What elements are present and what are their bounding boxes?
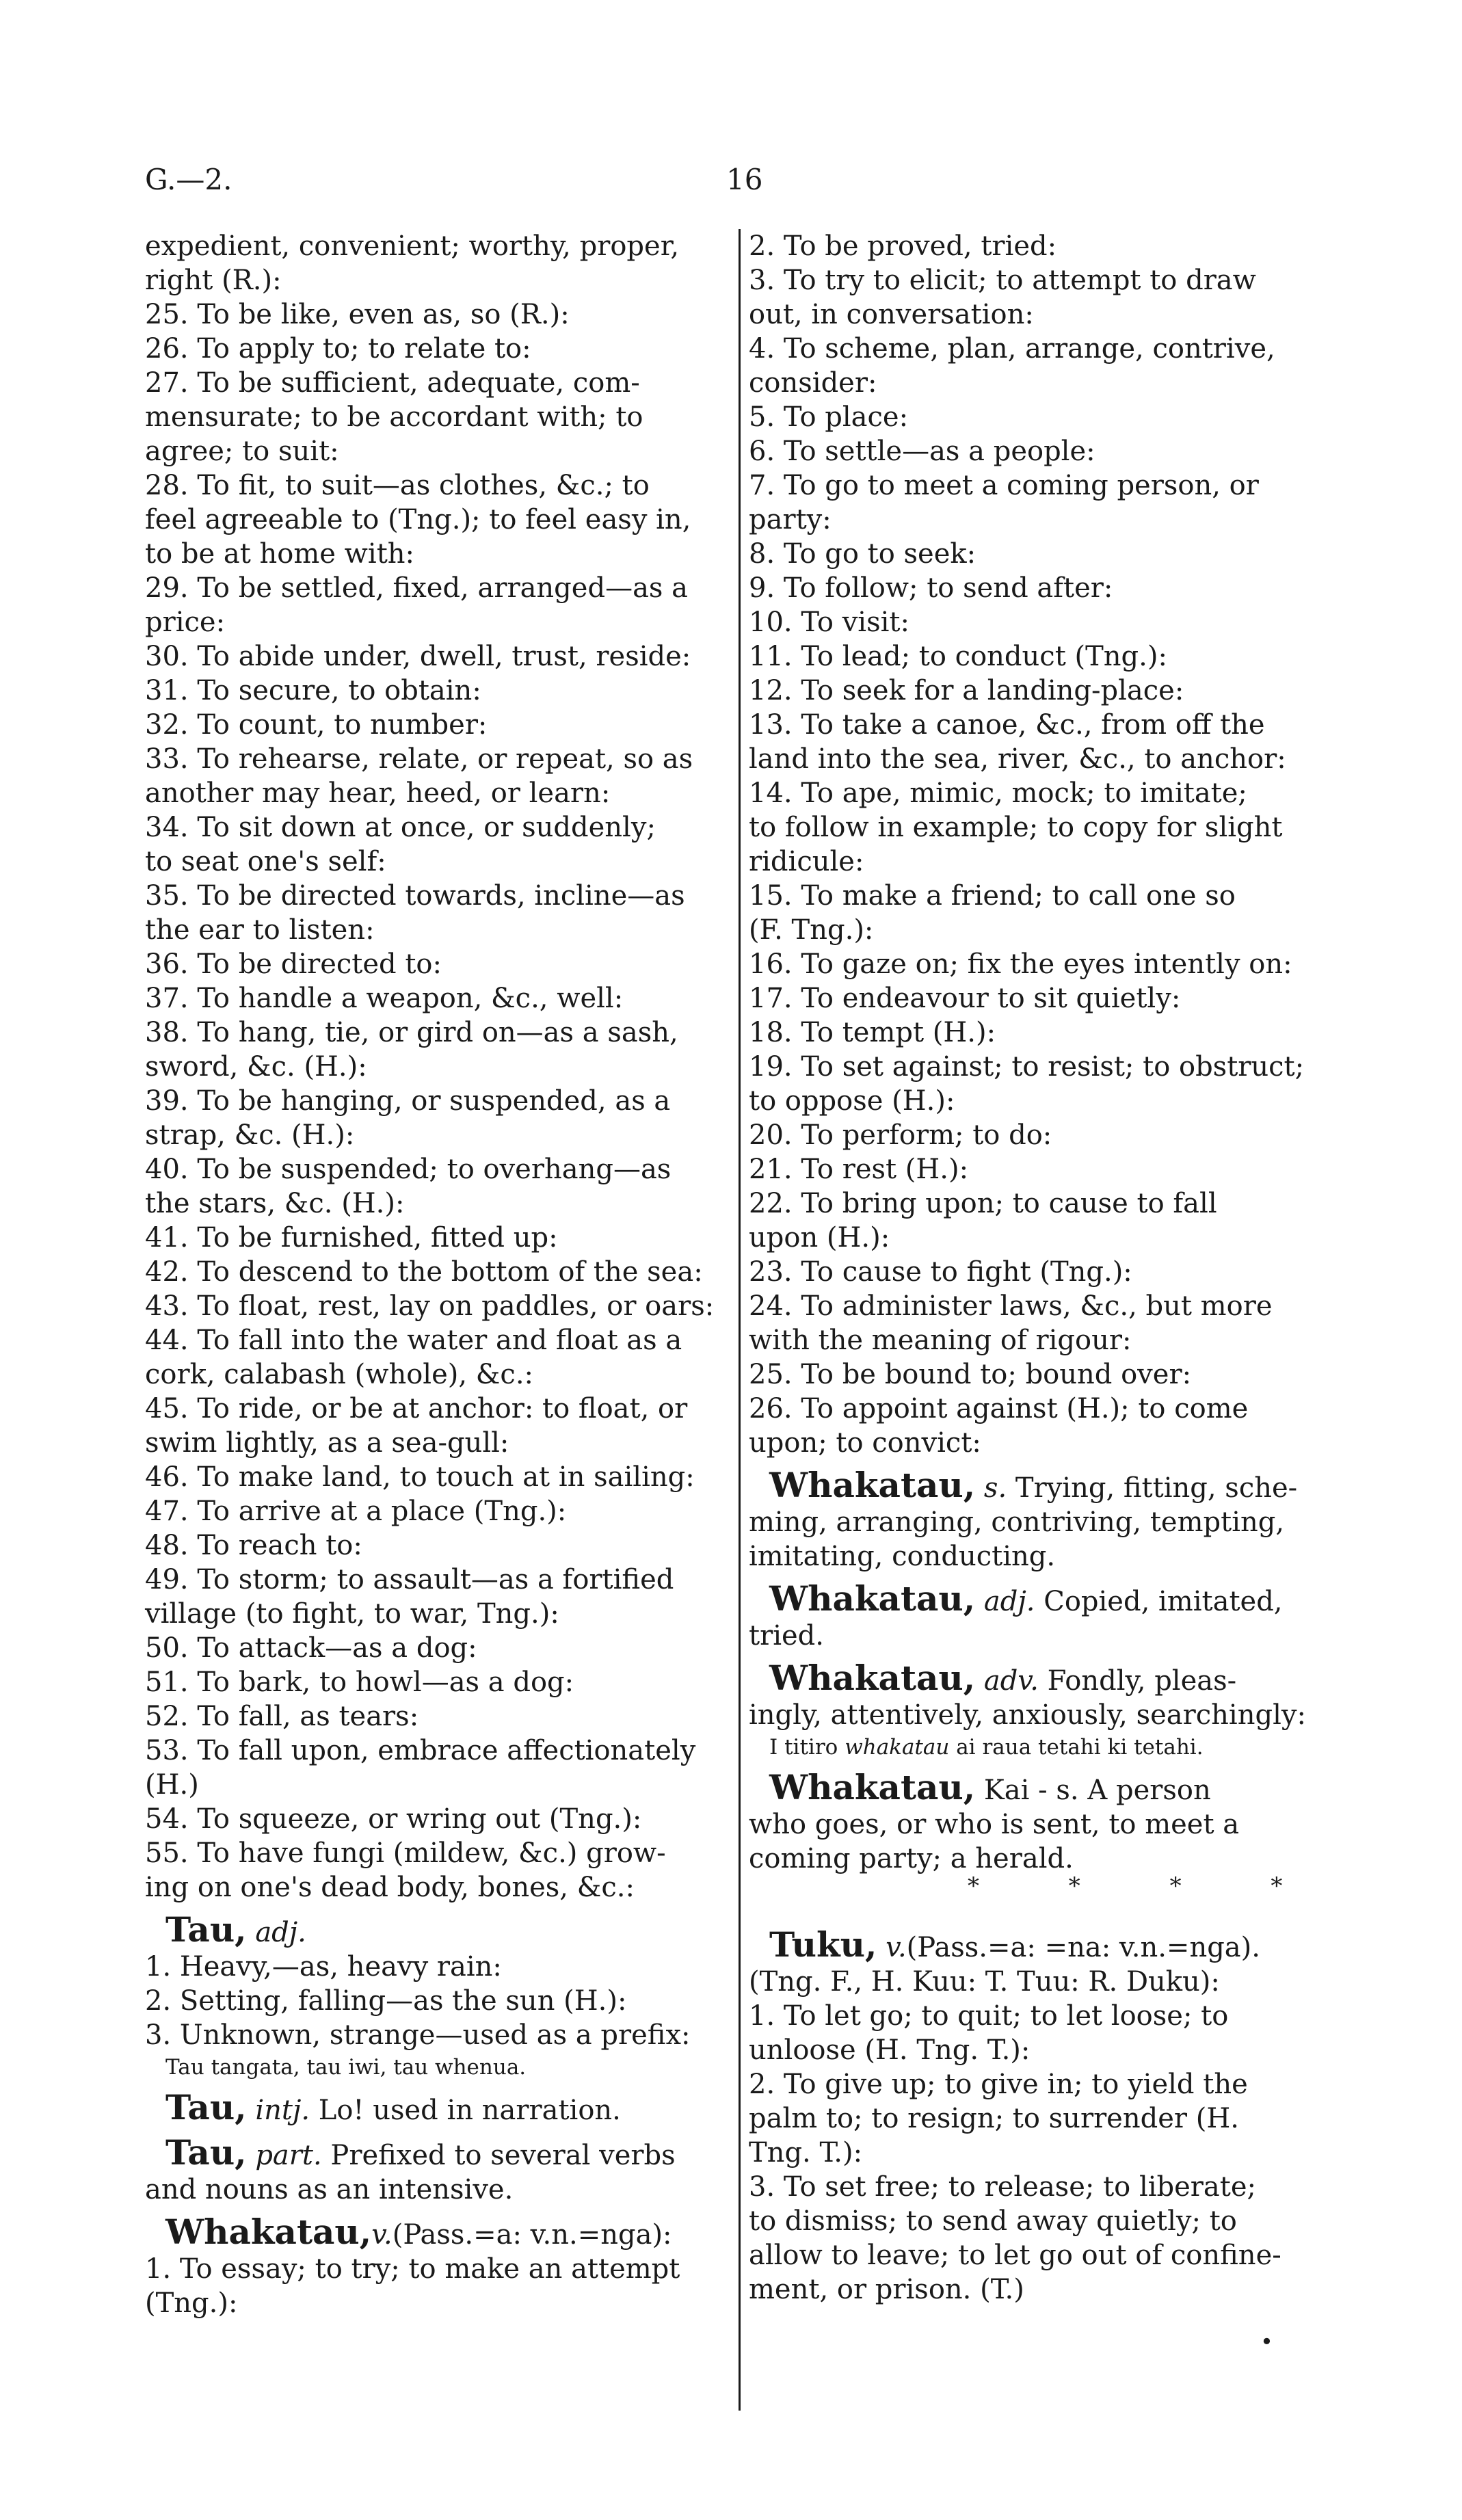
headword: Tau, <box>165 1909 247 1950</box>
part-of-speech: intj. <box>255 2095 310 2126</box>
text-line: 33. To rehearse, relate, or repeat, so as <box>145 743 693 775</box>
text-line: 19. To set against; to resist; to obstruct; <box>749 1051 1305 1083</box>
example-word: whakatau <box>845 1735 950 1760</box>
text-line: sword, &c. (H.): <box>145 1051 367 1083</box>
text-line: 9. To follow; to send after: <box>749 572 1113 604</box>
text-line: 45. To ride, or be at anchor: to float, or <box>145 1393 688 1424</box>
definition-line: tried. <box>749 1620 824 1652</box>
entry-whakatau-adv <box>749 1658 1330 1698</box>
text-line: 8. To go to seek: <box>749 538 976 570</box>
text-line: 22. To bring upon; to cause to fall <box>749 1188 1217 1219</box>
part-of-speech: part. <box>255 2140 322 2171</box>
text-line: 37. To handle a weapon, &c., well: <box>145 983 624 1014</box>
text-line: consider: <box>749 367 877 399</box>
text-line: right (R.): <box>145 265 282 296</box>
text-line: with the meaning of rigour: <box>749 1325 1132 1356</box>
example-pre: I titiro <box>769 1735 838 1760</box>
part-of-speech: adj. <box>983 1586 1035 1617</box>
text-line: 31. To secure, to obtain: <box>145 675 481 706</box>
part-of-speech: v. <box>886 1932 907 1963</box>
text-line: palm to; to resign; to surrender (H. <box>749 2103 1239 2134</box>
text-line: 26. To appoint against (H.); to come <box>749 1393 1249 1424</box>
text-line: to be at home with: <box>145 538 415 570</box>
entry-whakatau-v <box>145 2212 726 2252</box>
text-line: 50. To attack—as a dog: <box>145 1632 477 1664</box>
entry-whakatau-s <box>749 1465 1330 1505</box>
left-column-lines <box>145 229 726 1905</box>
text-line: 14. To ape, mimic, mock; to imitate; <box>749 778 1247 809</box>
definition-line: who goes, or who is sent, to meet a <box>749 1809 1240 1840</box>
left-column <box>145 229 726 2320</box>
text-line: 51. To bark, to howl—as a dog: <box>145 1667 574 1698</box>
text-line: (F. Tng.): <box>749 914 874 946</box>
definition-line: ingly, attentively, anxiously, searchingly: <box>749 1699 1306 1731</box>
sense-line: 2. Setting, falling—as the sun (H.): <box>145 1985 627 2017</box>
text-line: expedient, convenient; worthy, proper, <box>145 230 680 262</box>
text-line: allow to leave; to let go out of confine- <box>749 2240 1281 2271</box>
text-line: 3. To set free; to release; to liberate; <box>749 2171 1256 2203</box>
part-of-speech: Kai - s. <box>983 1775 1079 1806</box>
text-line: 54. To squeeze, or wring out (Tng.): <box>145 1803 642 1835</box>
text-line: party: <box>749 504 832 535</box>
text-line: (H.) <box>145 1769 199 1801</box>
spacer <box>749 1896 1330 1920</box>
part-of-speech: adv. <box>983 1665 1039 1697</box>
headword: Whakatau, <box>769 1658 976 1698</box>
text-line: 17. To endeavour to sit quietly: <box>749 983 1181 1014</box>
text-line: 10. To visit: <box>749 607 909 638</box>
text-line: 11. To lead; to conduct (Tng.): <box>749 641 1167 672</box>
text-line: 42. To descend to the bottom of the sea: <box>145 1256 703 1288</box>
headword: Whakatau, <box>769 1465 976 1505</box>
text-line: the ear to listen: <box>145 914 375 946</box>
text-line: 55. To have fungi (mildew, &c.) grow- <box>145 1838 666 1869</box>
text-line: 27. To be sufficient, adequate, com- <box>145 367 640 399</box>
sense-line: 1. Heavy,—as, heavy rain: <box>145 1951 502 1982</box>
text-line: 47. To arrive at a place (Tng.): <box>145 1496 567 1527</box>
page-code: G.—2. <box>145 163 232 196</box>
part-of-speech: v. <box>371 2219 393 2251</box>
text-line: 34. To sit down at once, or suddenly; <box>145 812 656 843</box>
page-number: 16 <box>726 163 763 196</box>
text-line: 43. To float, rest, lay on paddles, or oars: <box>145 1290 715 1322</box>
definition-line: imitating, conducting. <box>749 1541 1056 1572</box>
text-line: 44. To fall into the water and float as a <box>145 1325 682 1356</box>
part-of-speech: adj. <box>255 1917 306 1948</box>
text-line: to follow in example; to copy for slight <box>749 812 1283 843</box>
text-line: 15. To make a friend; to call one so <box>749 880 1236 912</box>
text-line: land into the sea, river, &c., to anchor: <box>749 743 1286 775</box>
text-line: 2. To be proved, tried: <box>749 230 1057 262</box>
section-asterisks: * * * * <box>968 1872 1324 1900</box>
text-line: 48. To reach to: <box>145 1530 362 1561</box>
headword: Whakatau, <box>769 1578 976 1619</box>
text-line: 13. To take a canoe, &c., from off the <box>749 709 1265 741</box>
text-line: 21. To rest (H.): <box>749 1154 969 1185</box>
example-line <box>145 2052 726 2082</box>
grammar-note: (Pass.=a: =na: v.n.=nga). <box>906 1932 1260 1963</box>
sense-line: (Tng.): <box>145 2287 238 2319</box>
page-header <box>145 163 1314 204</box>
text-line: 7. To go to meet a coming person, or <box>749 470 1259 501</box>
text-line: 38. To hang, tie, or gird on—as a sash, <box>145 1017 678 1048</box>
text-line: upon (H.): <box>749 1222 890 1254</box>
entry-tau-adj <box>145 1909 726 1950</box>
entry-tuku <box>749 1924 1330 1965</box>
text-line: 20. To perform; to do: <box>749 1119 1052 1151</box>
text-line: 23. To cause to fight (Tng.): <box>749 1256 1132 1288</box>
headword: Tau, <box>165 2087 247 2127</box>
headword: Whakatau, <box>769 1767 976 1807</box>
text-line: 52. To fall, as tears: <box>145 1701 419 1732</box>
entry-tau-intj <box>145 2087 726 2127</box>
entry-whakatau-kai <box>749 1767 1330 1807</box>
text-line: to oppose (H.): <box>749 1085 955 1117</box>
text-line: 49. To storm; to assault—as a fortified <box>145 1564 674 1595</box>
definition-line: ming, arranging, contriving, tempting, <box>749 1507 1285 1538</box>
text-line: agree; to suit: <box>145 436 339 467</box>
text-line: 39. To be hanging, or suspended, as a <box>145 1085 671 1117</box>
definition: Trying, fitting, sche- <box>1015 1472 1298 1504</box>
grammar-note: (Pass.=a: v.n.=nga): <box>392 2219 672 2251</box>
text-line: 18. To tempt (H.): <box>749 1017 996 1048</box>
text-line: ridicule: <box>749 846 864 877</box>
ink-mark: • <box>1260 2329 1273 2355</box>
text-line: cork, calabash (whole), &c.: <box>145 1359 534 1390</box>
headword: Tuku, <box>769 1924 877 1965</box>
definition: Lo! used in narration. <box>318 2095 621 2126</box>
example-line <box>749 1732 1330 1762</box>
definition: A person <box>1087 1775 1211 1806</box>
text-line: 2. To give up; to give in; to yield the <box>749 2069 1248 2100</box>
text-line: upon; to convict: <box>749 1427 981 1459</box>
text-line: 40. To be suspended; to overhang—as <box>145 1154 672 1185</box>
text-line: (Tng. F., H. Kuu: T. Tuu: R. Duku): <box>749 1966 1220 1998</box>
column-divider <box>739 229 741 2411</box>
text-line: swim lightly, as a sea-gull: <box>145 1427 509 1459</box>
text-line: 5. To place: <box>749 401 909 433</box>
text-line: 4. To scheme, plan, arrange, contrive, <box>749 333 1275 364</box>
text-line: 35. To be directed towards, incline—as <box>145 880 685 912</box>
entry-whakatau-adj <box>749 1578 1330 1619</box>
definition-line: and nouns as an intensive. <box>145 2174 514 2205</box>
sense-line: 3. Unknown, strange—used as a prefix: <box>145 2019 691 2051</box>
text-line: 30. To abide under, dwell, trust, reside: <box>145 641 691 672</box>
text-line: 6. To settle—as a people: <box>749 436 1095 467</box>
text-line: 29. To be settled, fixed, arranged—as a <box>145 572 689 604</box>
text-line: 46. To make land, to touch at in sailing: <box>145 1461 695 1493</box>
text-line: the stars, &c. (H.): <box>145 1188 405 1219</box>
text-line: 53. To fall upon, embrace affectionately <box>145 1735 696 1766</box>
text-line: to seat one's self: <box>145 846 386 877</box>
text-line: 32. To count, to number: <box>145 709 488 741</box>
text-line: 3. To try to elicit; to attempt to draw <box>749 265 1256 296</box>
text-line: Tng. T.): <box>749 2137 863 2168</box>
definition: Copied, imitated, <box>1044 1586 1283 1617</box>
text-line: to dismiss; to send away quietly; to <box>749 2205 1237 2237</box>
text-line: strap, &c. (H.): <box>145 1119 355 1151</box>
text-line: 12. To seek for a landing-place: <box>749 675 1184 706</box>
tuku-lines <box>749 1965 1330 2307</box>
text-line: 41. To be furnished, fitted up: <box>145 1222 558 1254</box>
part-of-speech: s. <box>983 1472 1007 1504</box>
headword: Whakatau, <box>165 2212 372 2252</box>
text-line: unloose (H. Tng. T.): <box>749 2034 1031 2066</box>
right-column <box>749 229 1330 2307</box>
right-column-lines <box>749 229 1330 1460</box>
sense-line: 1. To essay; to try; to make an attempt <box>145 2253 680 2285</box>
text-line: out, in conversation: <box>749 299 1034 330</box>
text-line: 25. To be like, even as, so (R.): <box>145 299 570 330</box>
text-line: ment, or prison. (T.) <box>749 2274 1024 2305</box>
text-line: 36. To be directed to: <box>145 949 442 980</box>
text-line: village (to fight, to war, Tng.): <box>145 1598 559 1630</box>
text-line: feel agreeable to (Tng.); to feel easy in, <box>145 504 691 535</box>
example-post: ai raua tetahi ki tetahi. <box>956 1735 1204 1760</box>
text-line: 16. To gaze on; fix the eyes intently on: <box>749 949 1292 980</box>
text-line: ing on one's dead body, bones, &c.: <box>145 1872 635 1903</box>
text-line: another may hear, heed, or learn: <box>145 778 611 809</box>
headword: Tau, <box>165 2132 247 2173</box>
definition: Prefixed to several verbs <box>330 2140 676 2171</box>
definition: Fondly, pleas- <box>1047 1665 1237 1697</box>
text-line: 28. To fit, to suit—as clothes, &c.; to <box>145 470 650 501</box>
text-line: price: <box>145 607 226 638</box>
text-line: 1. To let go; to quit; to let loose; to <box>749 2000 1229 2032</box>
example-text: Tau tangata, tau iwi, tau whenua. <box>165 2055 527 2080</box>
text-line: 25. To be bound to; bound over: <box>749 1359 1192 1390</box>
definition-line: coming party; a herald. <box>749 1843 1074 1874</box>
text-line: 26. To apply to; to relate to: <box>145 333 531 364</box>
text-line: 24. To administer laws, &c., but more <box>749 1290 1273 1322</box>
entry-tau-part <box>145 2132 726 2173</box>
text-line: mensurate; to be accordant with; to <box>145 401 643 433</box>
